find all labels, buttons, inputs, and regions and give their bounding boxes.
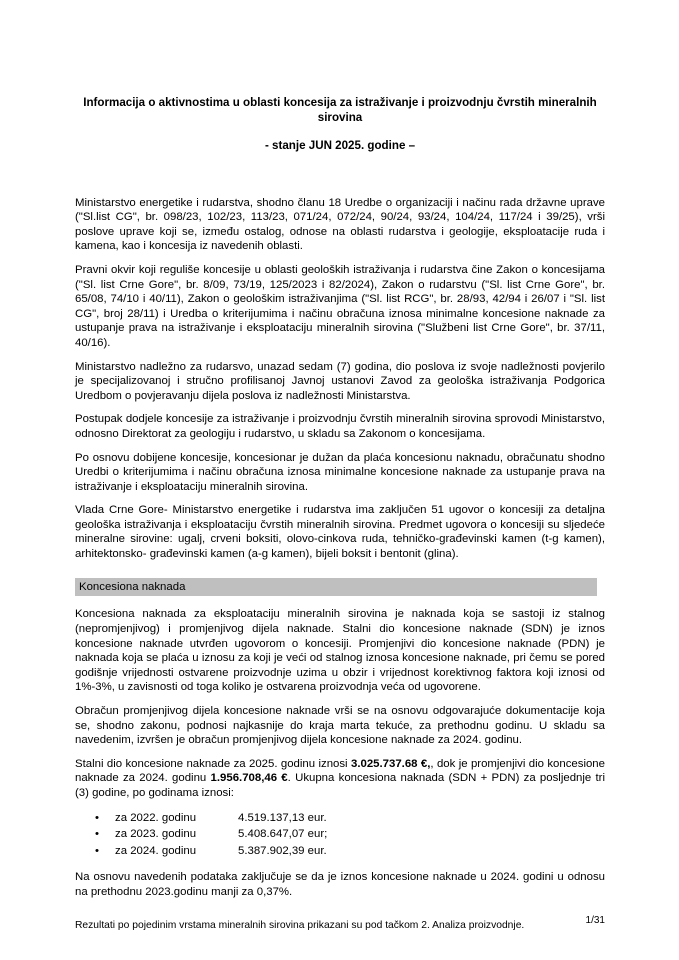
list-item-2023	[75, 826, 605, 843]
paragraph-delegation: Ministarstvo nadležno za rudarsvo, unazad sedam (7) godina, dio poslova iz svoje nadležnosti povjerilo je specijalizovanoj i stručno profilisanoj Javnoj ustanovi Zavod za geološka istraživanja Podgorica Uredbom o povjeravanju dijela poslova iz nadležnosti Ministarstva.	[75, 360, 605, 402]
year-amount: 4.519.137,13 eur.	[238, 811, 327, 824]
fixed-fee-amount: 3.025.737.68 €,	[350, 757, 431, 770]
bullet-icon: •	[95, 811, 99, 824]
paragraph-intro-ministry: Ministarstvo energetike i rudarstva, shodno članu 18 Uredbe o organizaciji i načinu rada državne uprave ("Sl.list CG", br. 098/23, 102/23, 113/23, 071/24, 072/24, 90/24, 93/24, 104/24, 117/24 i 39/25), vrši poslove uprave koji se, između ostalog, odnose na oblasti rudarstva i geologije, eksploatacije ruda i kamena, kao i koncesija iz navedenih oblasti.	[75, 196, 605, 253]
document-subtitle: - stanje JUN 2025. godine –	[264, 138, 416, 152]
fee-amounts-text-3: . Ukupna koncesiona naknada (SDN + PDN) za posljednje tri (3) godine, po godinama iznosi:	[75, 772, 605, 800]
year-label: za 2022. godinu	[115, 811, 197, 824]
section-header-koncesiona-naknada: Koncesiona naknada	[75, 578, 597, 597]
document-content	[75, 95, 605, 943]
document-title: Informacija o aktivnostima u oblasti koncesija za istraživanje i proizvodnju čvrstih mineralnih sirovina	[83, 96, 597, 125]
list-item-2024	[75, 843, 605, 860]
bullet-icon: •	[95, 828, 99, 841]
page-number: 1/31	[585, 915, 605, 926]
paragraph-fee-obligation: Po osnovu dobijene koncesije, koncesionar je dužan da plaća koncesionu naknadu, obračunatu shodno Uredbi o kriterijumima i načinu obračuna iznosa minimalne koncesione naknade za ustupanje prava na istraživanje i eksploataciju mineralnih sirovina.	[75, 451, 605, 493]
fee-amounts-text-2: , dok je promjenjivi dio koncesione naknade za 2024. godinu	[75, 757, 605, 785]
list-item-2022	[75, 810, 605, 827]
variable-fee-amount: 1.956.708,46 €	[210, 772, 288, 785]
fee-by-year-list	[75, 810, 605, 860]
year-label: za 2023. godinu	[115, 828, 197, 841]
fee-amounts-text-1: Stalni dio koncesione naknade za 2025. godinu iznosi	[75, 757, 351, 770]
paragraph-legal-framework: Pravni okvir koji reguliše koncesije u oblasti geoloških istraživanja i rudarstva čine Zakon o koncesijama ("Sl. list Crne Gore", br. 8/09, 73/19, 125/2023 i 82/2024), Zakon o rudarstvu ("Sl. list Crne Gore", br. 65/08, 74/10 i 40/11), Zakon o geološkim istraživanjima ("Sl. list RCG", br. 28/93, 42/94 i 26/07 i "Sl. list CG", broj 28/11) i Uredba o kriterijumima i načinu obračuna iznosa minimalne koncesione naknade za ustupanje prava na istraživanje i eksploataciju mineralnih sirovina ("Službeni list Crne Gore", br. 37/11, 40/16).	[75, 263, 605, 349]
year-label: za 2024. godinu	[115, 844, 197, 857]
paragraph-fee-definition: Koncesiona naknada za eksploataciju mineralnih sirovina je naknada koja se sastoji iz stalnog (nepromjenjivog) i promjenjivog dijela naknade. Stalni dio koncesione naknade (SDN) je iznos koncesione naknade utvrđen ugovorom o koncesiji. Promjenjivi dio koncesione naknade (PDN) je naknada koja se plaća u iznosu za koji je veći od stalnog iznosa koncesione naknade, pri čemu se pored godišnje vrijednosti ostvarene proizvodnje uzima u obzir i vrijednost korektivnog faktora koji iznosi od 1%-3%, u zavisnosti od toga koliko je ostvarena proizvodnja veća od ugovorene.	[75, 608, 605, 694]
document-body	[75, 196, 605, 933]
paragraph-contracts: Vlada Crne Gore- Ministarstvo energetike i rudarstva ima zaključen 51 ugovor o koncesiji za detaljna geološka istraživanja i eksploataciju čvrstih mineralnih sirovina. Predmet ugovora o koncesiji su sljedeće mineralne sirovine: ugalj, crveni boksiti, olovo-cinkova ruda, tehničko-građevinski kamen (t-g kamen), arhitektonsko- građevinski kamen (a-g kamen), bijeli boksit i bentonit (glina).	[75, 504, 605, 561]
year-amount: 5.408.647,07 eur;	[238, 828, 328, 841]
paragraph-conclusion: Na osnovu navedenih podataka zaključuje se da je iznos koncesione naknade u 2024. godini u odnosu na prethodnu 2023.godinu manji za 0,37%.	[75, 871, 605, 898]
paragraph-fee-amounts	[75, 757, 605, 801]
year-amount: 5.387.902,39 eur.	[238, 844, 327, 857]
closing-note: Rezultati po pojedinim vrstama mineralnih sirovina prikazani su pod tačkom 2. Analiza proizvodnje.	[75, 920, 525, 932]
paragraph-variable-fee-calc: Obračun promjenjivog dijela koncesione naknade vrši se na osnovu odgovarajuće dokumentacije koja se, shodno zakonu, podnosi najkasnije do kraja marta tekuće, za prethodnu godinu. U skladu sa navedenim, izvršen je obračun promjenjivog dijela koncesione naknade za 2024. godinu.	[75, 705, 605, 747]
paragraph-procedure: Postupak dodjele koncesije za istraživanje i proizvodnju čvrstih mineralnih sirovina sprovodi Ministarstvo, odnosno Direktorat za geologiju i rudarstvo, u skladu sa Zakonom o koncesijama.	[75, 413, 605, 440]
bullet-icon: •	[95, 844, 99, 857]
